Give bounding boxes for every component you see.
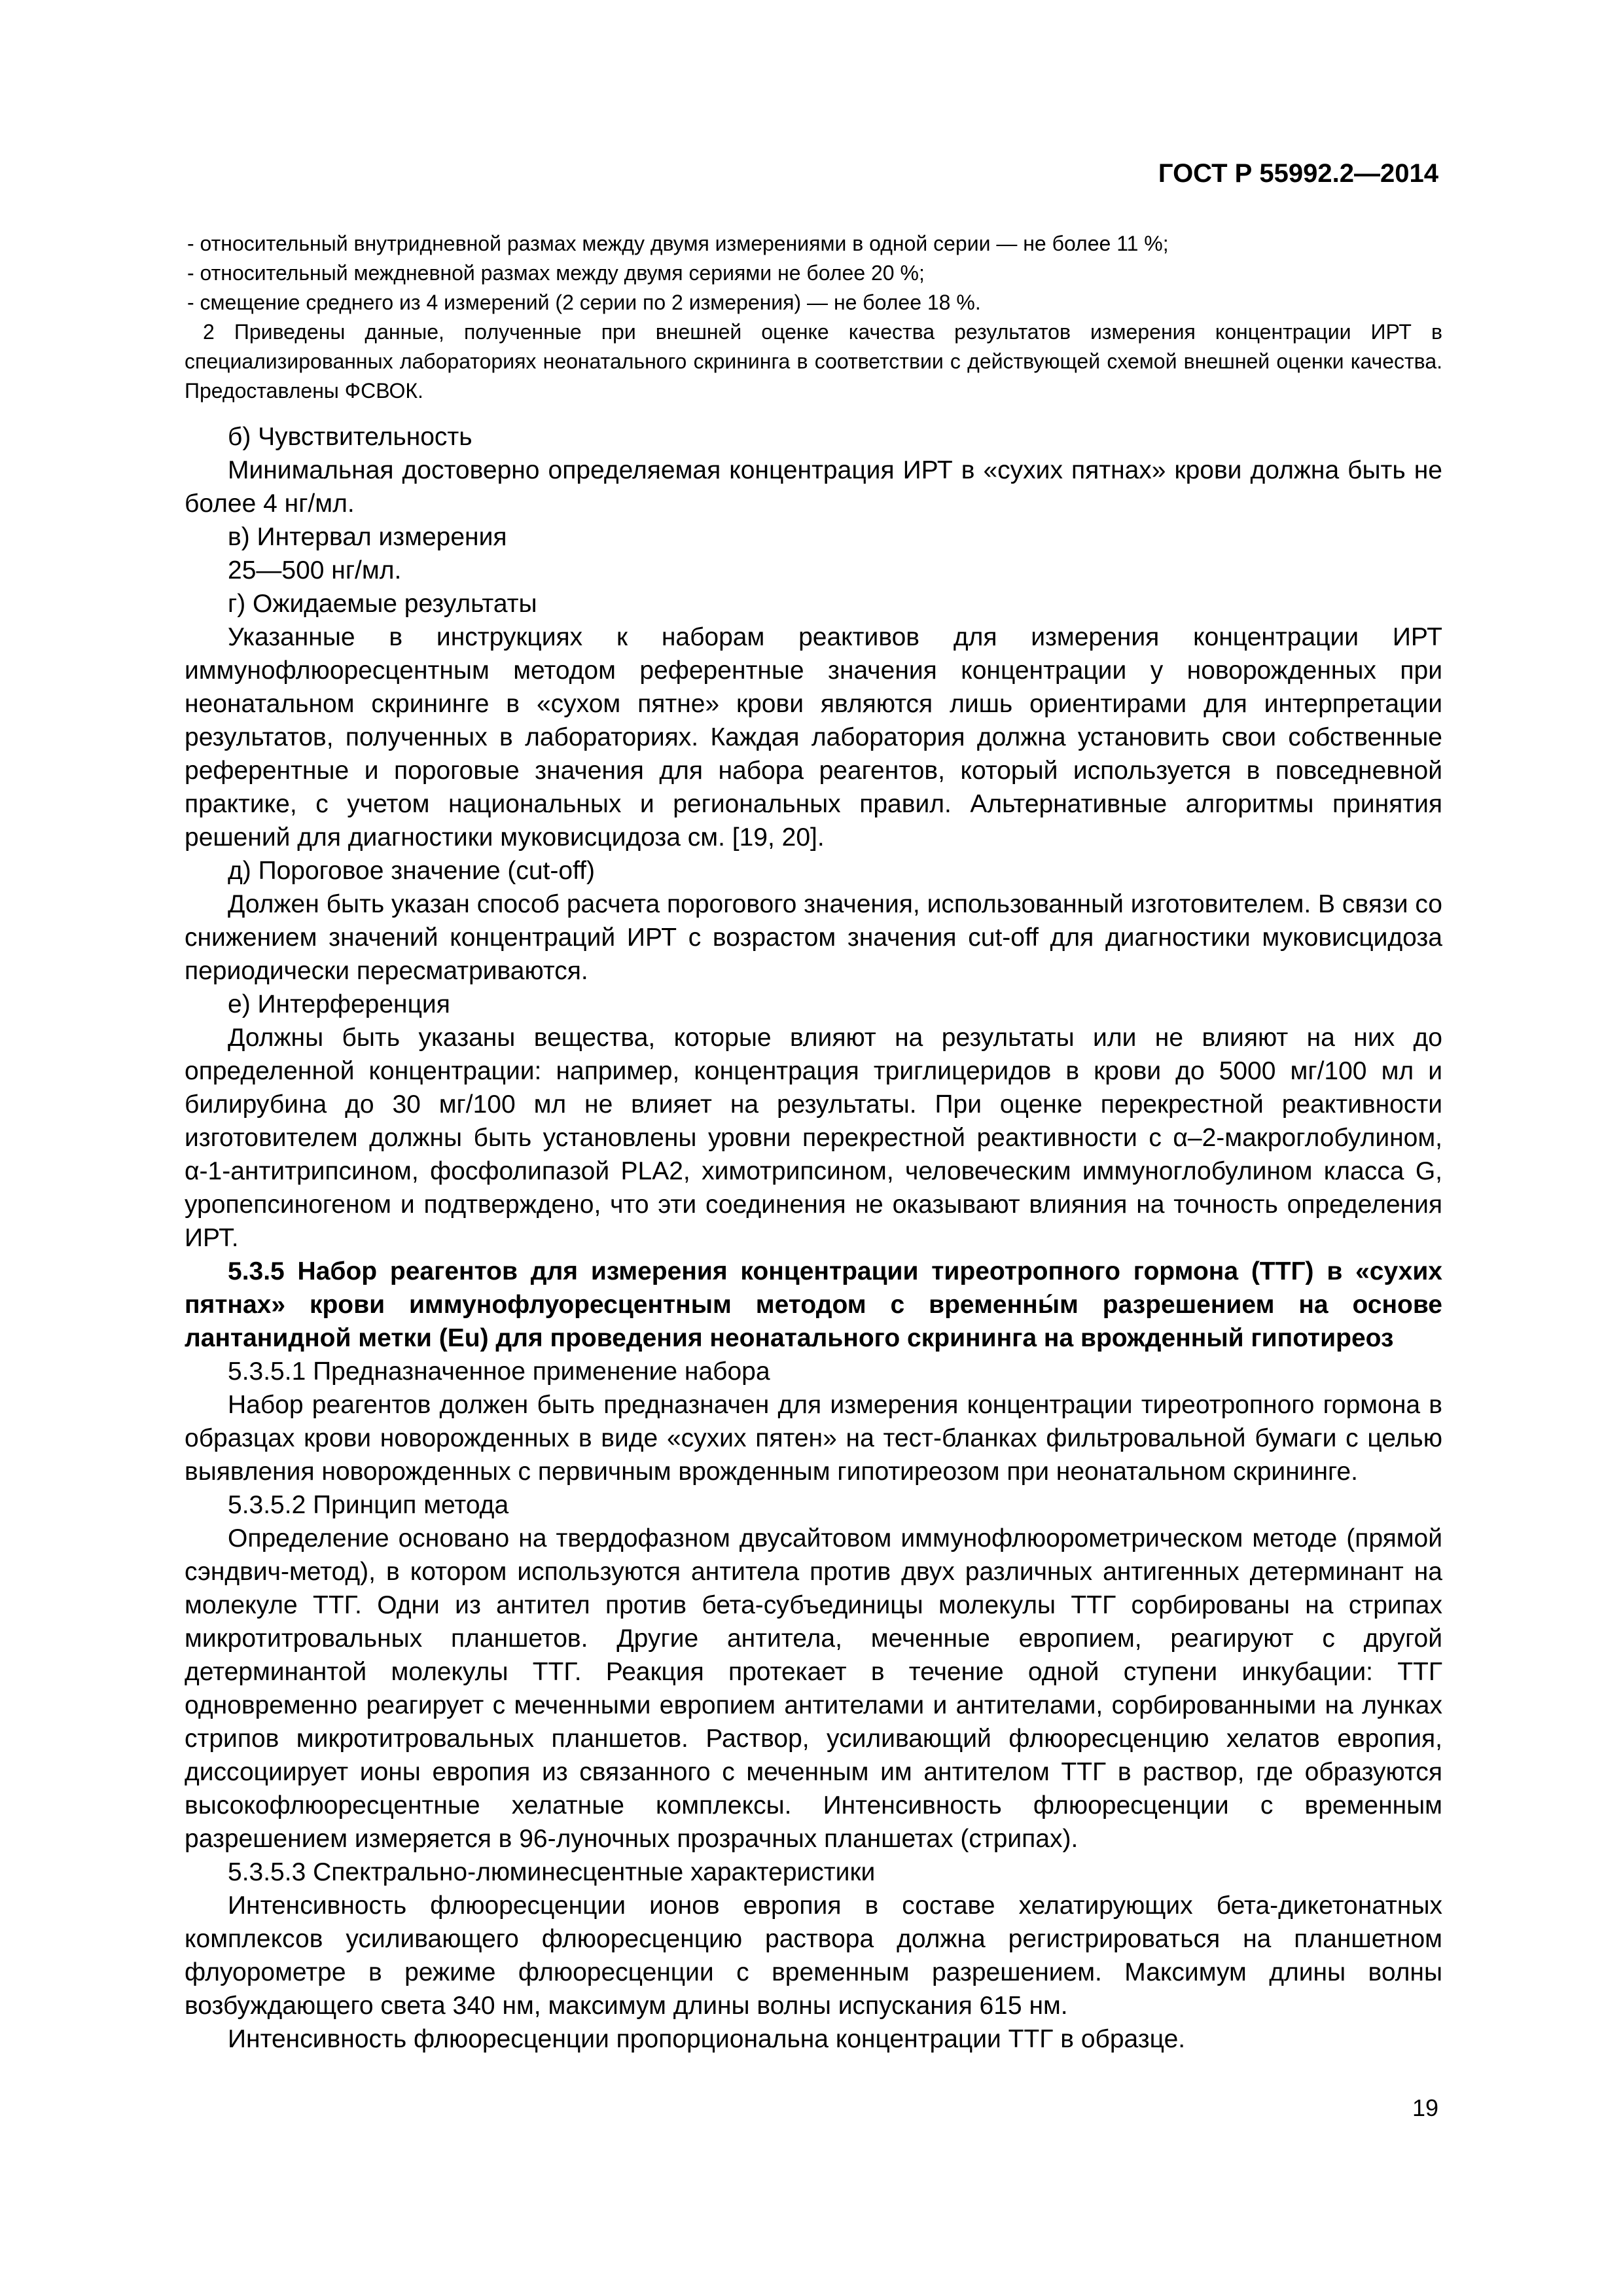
note-line: - относительный междневной размах между двумя сериями не более 20 %; — [187, 261, 925, 285]
page-number: 19 — [1412, 2094, 1438, 2121]
paragraph: Набор реагентов должен быть предназначен для измерения концентрации тиреотропного гормона в образцах крови новорожденных в виде «сухих пятен» на тест-бланках фильтровальной бумаги с целью выявления новорожденных с первичным врожденным гипотиреозом при неонатальном скрининге. — [185, 1391, 1442, 1486]
subheading-5-3-5-1: 5.3.5.1 Предназначенное применение набора — [228, 1357, 770, 1386]
paragraph: Минимальная достоверно определяемая концентрация ИРТ в «сухих пятнах» крови должна быть не более 4 нг/мл. — [185, 456, 1442, 518]
document-id-header: ГОСТ Р 55992.2—2014 — [1158, 159, 1438, 188]
note-2: 2 Приведены данные, полученные при внешней оценке качества результатов измерения концентрации ИРТ в специализированных лабораториях неонатального скрининга в соответствии с действующей схемой внешней оценки качества. Предоставлены ФСВОК. — [185, 320, 1442, 403]
paragraph: Должны быть указаны вещества, которые влияют на результаты или не влияют на них до определенной концентрации: например, концентрация триглицеридов в крови до 5000 мг/100 мл и билирубина до 30 мг/100 мл не влияет на результаты. При оценке перекрестной реактивности изготовителем должны быть установлены уровни перекрестной реактивности с α–2-макроглобулином, α-1-антитрипсином, фосфолипазой PLA2, химотрипсином, человеческим иммуноглобулином класса G, уропепсиногеном и подтверждено, что эти соединения не оказывают влияния на точность определения ИРТ. — [185, 1024, 1442, 1252]
page-content — [185, 229, 1442, 2056]
section-heading-5-3-5: 5.3.5 Набор реагентов для измерения концентрации тиреотропного гормона (ТТГ) в «сухих пятнах» крови иммунофлуоресцентным методом с временны́м разрешением на основе лантанидной метки (Eu) для проведения неонатального скрининга на врожденный гипотиреоз — [185, 1257, 1442, 1352]
paragraph: Указанные в инструкциях к наборам реактивов для измерения концентрации ИРТ иммунофлюоресцентным методом референтные значения концентрации у новорожденных при неонатальном скрининге в «сухом пятне» крови являются лишь ориентирами для интерпретации результатов, полученных в лабораториях. Каждая лаборатория должна установить свои собственные референтные и пороговые значения для набора реагентов, который используется в повседневной практике, с учетом национальных и региональных правил. Альтернативные алгоритмы принятия решений для диагностики муковисцидоза см. [19, 20]. — [185, 623, 1442, 852]
subheading-interference: е) Интерференция — [228, 990, 450, 1018]
paragraph: 25—500 нг/мл. — [228, 556, 402, 584]
subheading-5-3-5-2: 5.3.5.2 Принцип метода — [228, 1491, 509, 1519]
note-line: - относительный внутридневной размах между двумя измерениями в одной серии — не более 11 %; — [187, 232, 1169, 255]
note-line: - смещение среднего из 4 измерений (2 серии по 2 измерения) — не более 18 %. — [187, 291, 981, 314]
paragraph: Интенсивность флюоресценции пропорциональна концентрации ТТГ в образце. — [228, 2025, 1186, 2053]
subheading-5-3-5-3: 5.3.5.3 Спектрально-люминесцентные характеристики — [228, 1858, 876, 1886]
paragraph: Интенсивность флюоресценции ионов европия в составе хелатирующих бета-дикетонатных комплексов усиливающего флюоресценцию раствора должна регистрироваться на планшетном флуорометре в режиме флюоресценции с временным разрешением. Максимум длины волны возбуждающего света 340 нм, максимум длины волны испускания 615 нм. — [185, 1892, 1442, 2020]
notes-block — [185, 229, 1442, 406]
subheading-expected-results: г) Ожидаемые результаты — [228, 590, 537, 618]
subheading-interval: в) Интервал измерения — [228, 523, 507, 551]
subheading-cutoff: д) Пороговое значение (cut-off) — [228, 857, 595, 885]
body-text — [185, 420, 1442, 2056]
subheading-sensitivity: б) Чувствительность — [228, 423, 473, 451]
paragraph: Должен быть указан способ расчета порогового значения, использованный изготовителем. В связи со снижением значений концентраций ИРТ с возрастом значения cut-off для диагностики муковисцидоза периодически пересматриваются. — [185, 890, 1442, 985]
paragraph: Определение основано на твердофазном двусайтовом иммунофлюорометрическом методе (прямой сэндвич-метод), в котором используются антитела против двух различных антигенных детерминант на молекуле ТТГ. Одни из антител против бета-субъединицы молекулы ТТГ сорбированы на стрипах микротитровальных планшетов. Другие антитела, меченные европием, реагируют с другой детерминантой молекулы ТТГ. Реакция протекает в течение одной ступени инкубации: ТТГ одновременно реагирует с меченными европием антителами и антителами, сорбированными на лунках стрипов микротитровальных планшетов. Раствор, усиливающий флюоресценцию хелатов европия, диссоциирует ионы европия из связанного с меченным им антителом ТТГ в раствор, где образуются высокофлюоресцентные хелатные комплексы. Интенсивность флюоресценции с временным разрешением измеряется в 96-луночных прозрачных планшетах (стрипах). — [185, 1524, 1442, 1853]
